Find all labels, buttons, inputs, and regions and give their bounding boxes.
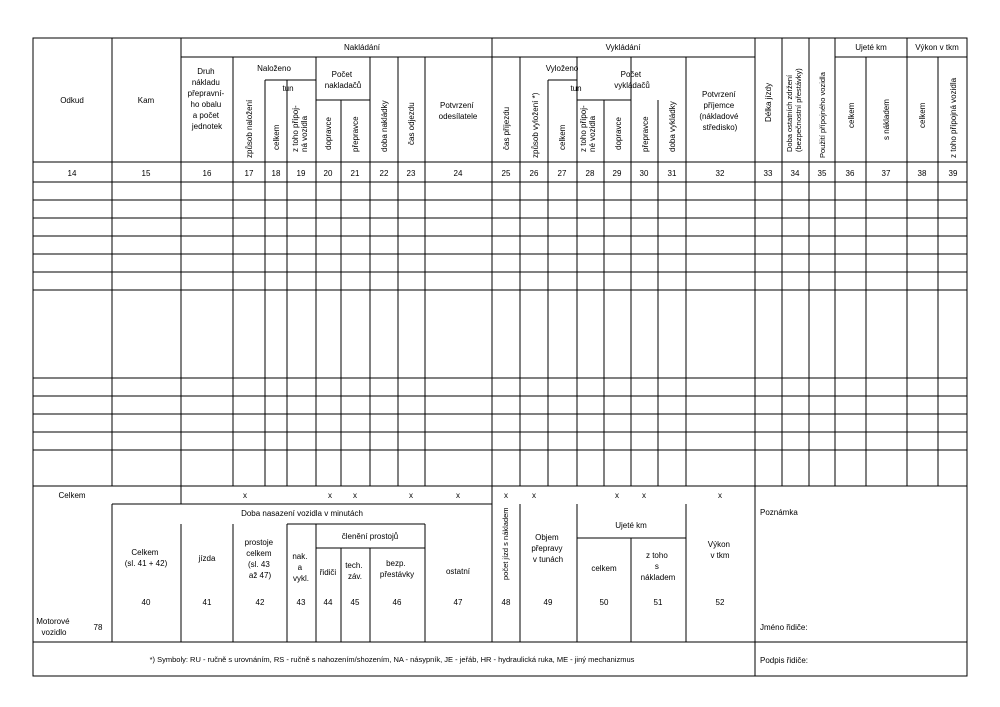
top-header <box>60 43 959 158</box>
header-celkem-d: celkem <box>918 102 927 128</box>
celkem-x-mark: x <box>718 491 722 500</box>
jmeno-ridice-label: Jméno řidiče: <box>760 623 808 632</box>
header-vykon-vtkm: Výkon v tkm <box>915 43 959 52</box>
pocet-jizd-header: počet jízd s nákladem <box>501 507 510 580</box>
col-number: 27 <box>557 169 567 178</box>
doba-nasazeni-title: Doba nasazení vozidla v minutách <box>241 509 363 518</box>
ostatni-header: ostatní <box>445 567 471 576</box>
col-number: 22 <box>379 169 389 178</box>
col-number: 15 <box>141 169 151 178</box>
header-delka-jizdy: Délka jízdy <box>764 82 773 122</box>
header-kam: Kam <box>137 96 155 105</box>
header-tun-a: tun <box>282 84 294 93</box>
podpis-ridice-label: Podpis řidiče: <box>760 656 809 665</box>
col-number: 24 <box>453 169 463 178</box>
col-number: 34 <box>790 169 800 178</box>
header-nakladani: Nakládání <box>343 43 381 52</box>
tech-zav-header: tech. záv. <box>345 561 363 581</box>
col-number: 35 <box>817 169 827 178</box>
bottom-col-number: 41 <box>202 598 212 607</box>
celkem-x-mark: x <box>409 491 413 500</box>
col-number: 16 <box>202 169 212 178</box>
bottom-section <box>36 507 808 665</box>
cleneni-header: členění prostojů <box>341 532 399 541</box>
bottom-col-number: 47 <box>453 598 463 607</box>
z-toho-nakladem-header: z toho s nákladem <box>640 551 676 582</box>
col-number: 38 <box>917 169 927 178</box>
celkem-x-mark: x <box>504 491 508 500</box>
header-zpusob-vylozeni: způsob vyložení *) <box>531 92 540 158</box>
header-dopravce-a: dopravce <box>324 117 333 150</box>
top-grid-verticals <box>112 38 938 676</box>
col-number: 32 <box>715 169 725 178</box>
jizda-header: jízda <box>198 554 216 563</box>
header-doba-ostatnich: Doba ostatních zdržení (bezpečnostní přestávky) <box>785 68 803 152</box>
ujete-km-header: Ujeté km <box>615 521 647 530</box>
col-number: 30 <box>639 169 649 178</box>
header-nalozeno: Naloženo <box>257 64 291 73</box>
bottom-col-number: 44 <box>323 598 333 607</box>
header-tun-b: tun <box>570 84 582 93</box>
header-druh-nakladu: Druh nákladu přepravní- ho obalu a počet jednotek <box>187 67 225 131</box>
header-vykladani: Vykládání <box>605 43 641 52</box>
col-number: 33 <box>763 169 773 178</box>
bottom-col-number: 51 <box>653 598 663 607</box>
motorove-vozidlo-number: 78 <box>93 623 103 632</box>
header-z-toho-b: z toho přípoj- né vozidla <box>579 105 597 152</box>
col-number: 28 <box>585 169 595 178</box>
celkem-sl-header: Celkem (sl. 41 + 42) <box>124 548 168 568</box>
bottom-col-number: 49 <box>543 598 553 607</box>
celkem-x-mark: x <box>353 491 357 500</box>
motorove-vozidlo-label: Motorové vozidlo <box>36 617 70 637</box>
ridici-header: řidiči <box>319 568 337 577</box>
poznamka-label: Poznámka <box>760 508 798 517</box>
header-prepravce-b: přepravce <box>641 116 650 152</box>
celkem-row <box>58 491 722 500</box>
celkem-x-mark: x <box>615 491 619 500</box>
celkem-x-mark: x <box>243 491 247 500</box>
celkem-x-mark: x <box>642 491 646 500</box>
celkem-label: Celkem <box>58 491 86 500</box>
header-odkud: Odkud <box>60 96 84 105</box>
col-number: 29 <box>612 169 622 178</box>
col-number: 18 <box>271 169 281 178</box>
header-prepravce-a: přepravce <box>351 116 360 152</box>
bottom-col-number: 40 <box>141 598 151 607</box>
celkem-x-mark: x <box>456 491 460 500</box>
col-number: 23 <box>406 169 416 178</box>
header-z-toho-pripojna: z toho přípojná vozidla <box>949 77 958 158</box>
bottom-col-number: 43 <box>296 598 306 607</box>
bottom-col-number: 45 <box>350 598 360 607</box>
bottom-col-number: 42 <box>255 598 265 607</box>
column-numbers <box>68 169 958 178</box>
celkem-x-mark: x <box>328 491 332 500</box>
col-number: 36 <box>845 169 855 178</box>
header-cas-odjezdu: čas odjezdu <box>407 102 416 145</box>
bezp-prestavky-header: bezp. přestávky <box>379 559 415 579</box>
header-celkem-c: celkem <box>847 102 856 128</box>
header-cas-prijezdu: čas příjezdu <box>502 106 511 150</box>
col-number: 19 <box>296 169 306 178</box>
header-zpusob-nalozeni: způsob naložení <box>245 99 254 158</box>
header-pocet-nakladacu: Počet nakladačů <box>324 70 362 90</box>
header-doba-nakladky: doba nakládky <box>380 100 389 152</box>
footnote-symbols: *) Symboly: RU - ručně s urovnáním, RS - ručně s nahozením/shozením, NA - násypník, JE - jeřáb, HR - hydraulická ruka, ME - jiný mechanizmus <box>149 655 635 664</box>
header-z-toho-a: z toho přípoj- ná vozidla <box>291 105 309 152</box>
prostoje-header: prostoje celkem (sl. 43 až 47) <box>244 538 274 580</box>
bottom-col-number: 46 <box>392 598 402 607</box>
vykon-vtkm-bottom-header: Výkon v tkm <box>707 540 730 560</box>
col-number: 25 <box>501 169 511 178</box>
header-pouziti-pripojneho: Použití přípojného vozidla <box>818 72 827 158</box>
header-potvrzeni-prijemce: Potvrzení příjemce (nákladové středisko) <box>699 90 739 132</box>
bottom-col-number: 52 <box>715 598 725 607</box>
header-dopravce-b: dopravce <box>614 117 623 150</box>
header-potvrzeni-odesilatele: Potvrzení odesílatele <box>438 101 478 121</box>
col-number: 17 <box>244 169 254 178</box>
header-doba-vykladky: doba vykládky <box>668 101 677 152</box>
col-number: 31 <box>667 169 677 178</box>
bottom-grid <box>33 504 967 642</box>
col-number: 26 <box>529 169 539 178</box>
celkem-km-header: celkem <box>591 564 617 573</box>
header-celkem-a: celkem <box>272 124 281 150</box>
header-pocet-vykladacu: Počet vykládačů <box>614 70 650 90</box>
header-vylozeno: Vyloženo <box>545 64 579 73</box>
bottom-col-number: 50 <box>599 598 609 607</box>
celkem-x-mark: x <box>532 491 536 500</box>
header-celkem-b: celkem <box>558 124 567 150</box>
bottom-col-number: 48 <box>501 598 511 607</box>
header-ujete-km: Ujeté km <box>855 43 887 52</box>
header-s-nakladem: s nákladem <box>882 99 891 140</box>
col-number: 14 <box>67 169 77 178</box>
col-number: 37 <box>881 169 891 178</box>
col-number: 39 <box>948 169 958 178</box>
nak-vykl-header: nak. a vykl. <box>292 552 309 583</box>
col-number: 20 <box>323 169 333 178</box>
col-number: 21 <box>350 169 360 178</box>
objem-prepravy-header: Objem přepravy v tunách <box>531 533 564 564</box>
